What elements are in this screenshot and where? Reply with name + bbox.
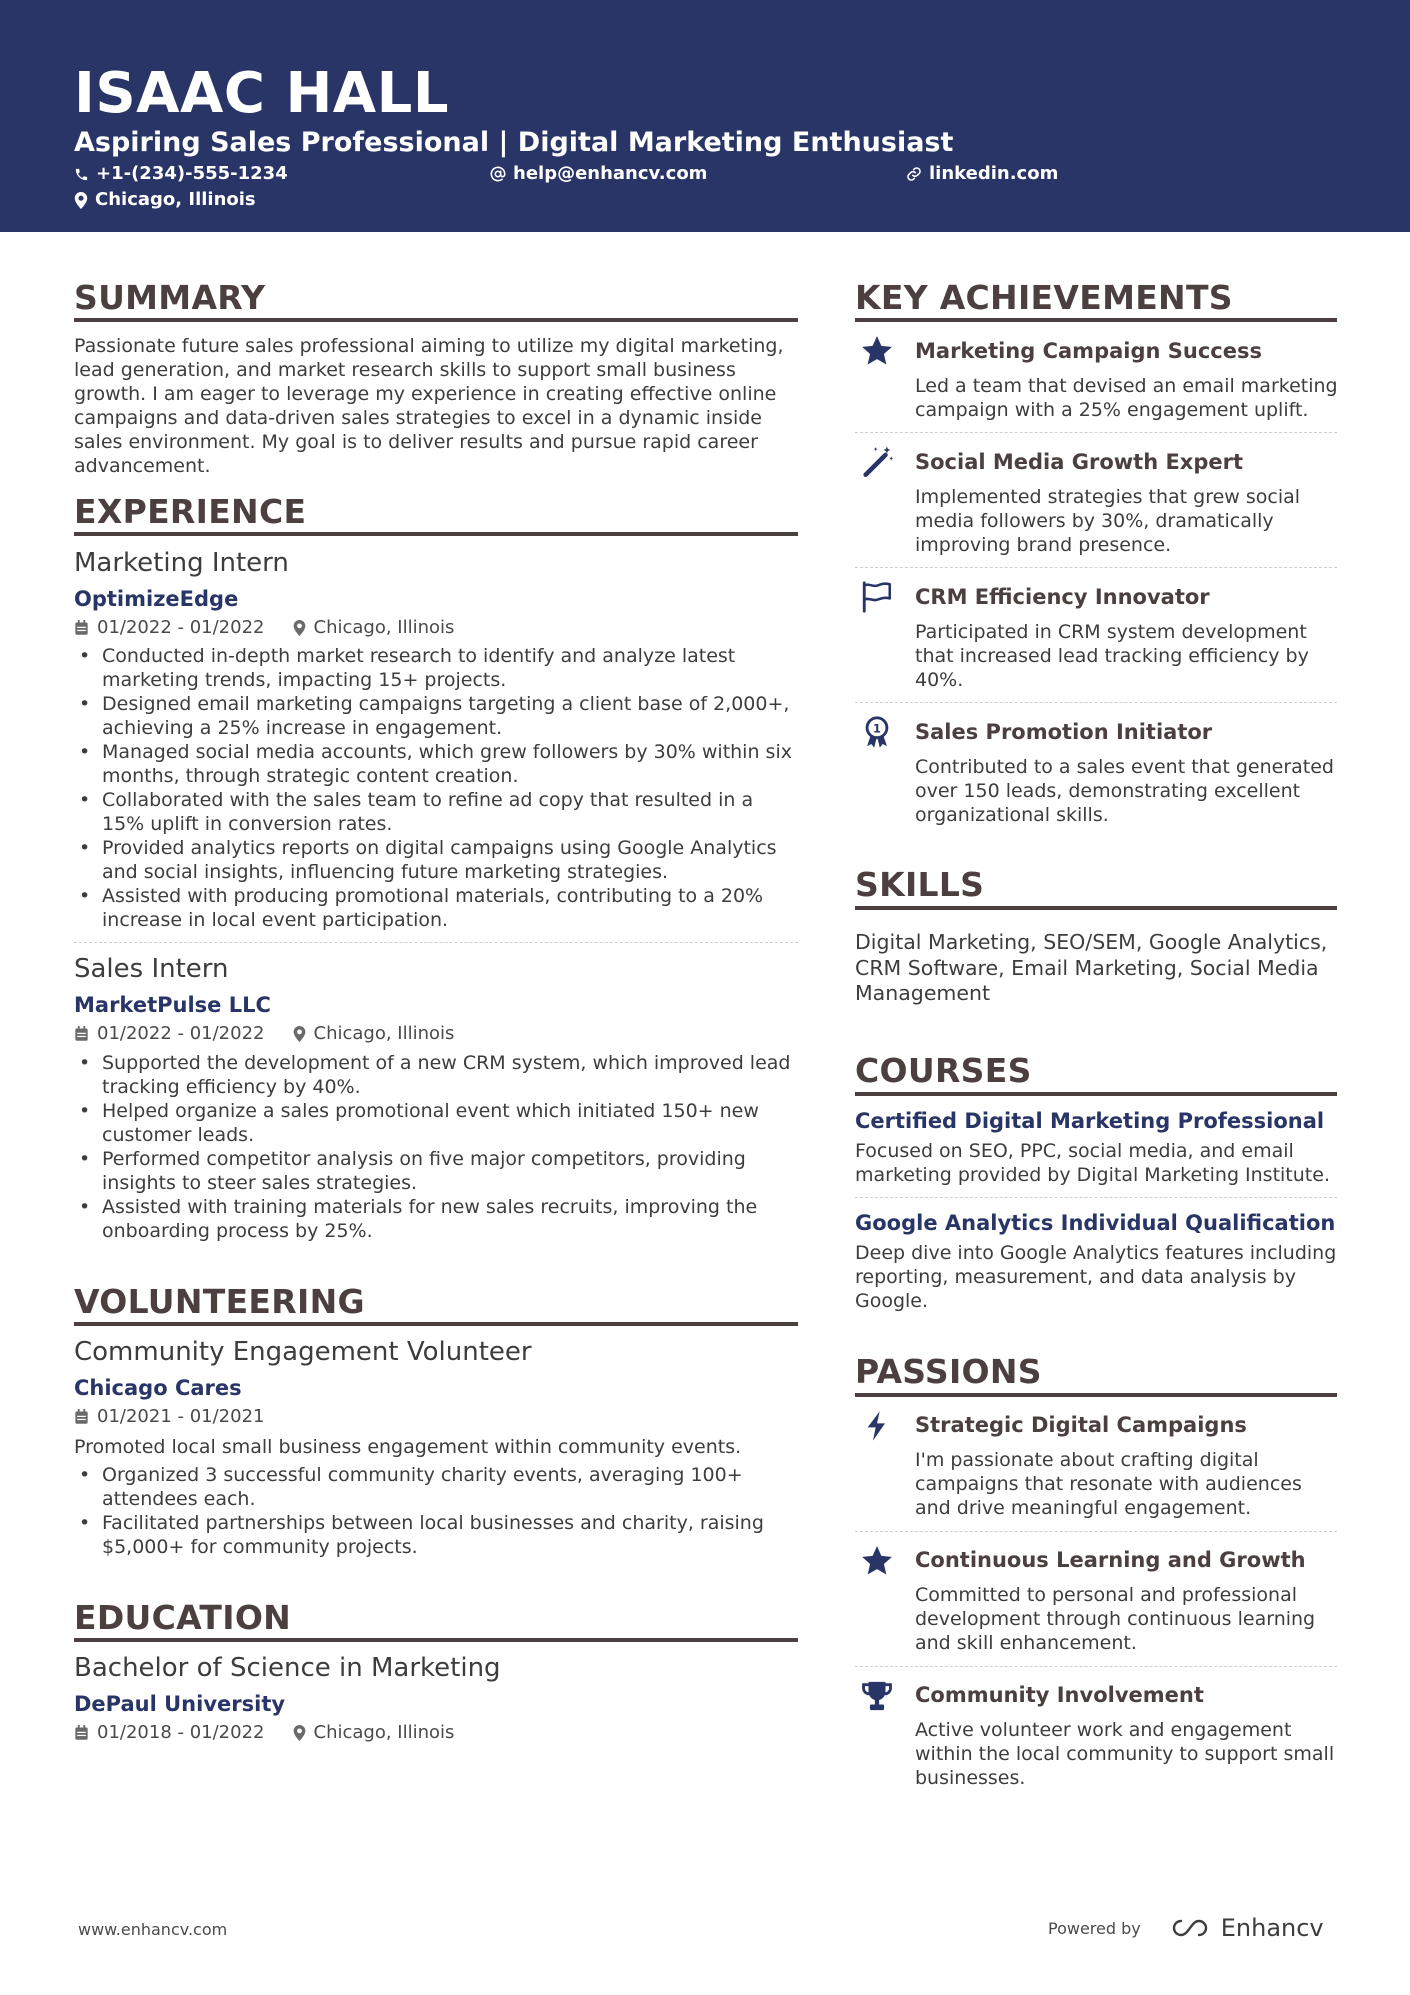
- list-item: • Supported the development of a new CRM system, which improved lead tracking efficiency by 40%.: [74, 1051, 798, 1099]
- item-divider: [855, 567, 1337, 568]
- email-text: help@enhancv.com: [513, 163, 708, 184]
- achievement-title: Sales Promotion Initiator: [915, 720, 1213, 744]
- passion-title: Strategic Digital Campaigns: [915, 1413, 1247, 1437]
- passions-heading: PASSIONS: [855, 1352, 1042, 1391]
- location-text: Chicago, Illinois: [95, 189, 256, 210]
- list-item: • Collaborated with the sales team to refine ad copy that resulted in a 15% uplift in conversion rates.: [74, 788, 798, 836]
- passion-desc: I'm passionate about crafting digital campaigns that resonate with audiences and drive meaningful engagement.: [915, 1449, 1302, 1519]
- location-pin-icon: [293, 620, 306, 636]
- item-divider: [74, 942, 798, 943]
- list-item: • Assisted with training materials for new sales recruits, improving the onboarding process by 25%.: [74, 1195, 798, 1243]
- link-icon: [906, 166, 922, 182]
- achievement-title: Marketing Campaign Success: [915, 339, 1262, 363]
- experience-role: Sales Intern: [74, 954, 229, 984]
- contact-location: [74, 188, 256, 212]
- achievement-desc: Participated in CRM system development that increased lead tracking efficiency by 40%.: [915, 621, 1309, 691]
- summary-heading: SUMMARY: [74, 278, 266, 317]
- experience-bullets: [74, 1051, 798, 1243]
- achievement-desc: Contributed to a sales event that generated over 150 leads, demonstrating excellent organizational skills.: [915, 756, 1334, 826]
- item-divider: [855, 1666, 1337, 1667]
- achievements-heading: KEY ACHIEVEMENTS: [855, 278, 1233, 317]
- achievement-desc: Implemented strategies that grew social media followers by 30%, dramatically improving brand presence.: [915, 486, 1301, 556]
- experience-meta: [74, 1023, 482, 1045]
- achievement-title: CRM Efficiency Innovator: [915, 585, 1210, 609]
- experience-company: MarketPulse LLC: [74, 993, 271, 1017]
- passions-divider: [855, 1393, 1337, 1397]
- volunteering-org: Chicago Cares: [74, 1376, 242, 1400]
- trophy-icon: [857, 1676, 897, 1716]
- volunteering-dates: 01/2021 - 01/2021: [97, 1406, 265, 1427]
- brand-name: Enhancv: [1220, 1914, 1324, 1942]
- skills-divider: [855, 906, 1337, 910]
- volunteering-meta: [74, 1406, 293, 1428]
- location-pin-icon: [293, 1026, 306, 1042]
- education-dates: 01/2018 - 01/2022: [97, 1722, 265, 1743]
- item-divider: [855, 432, 1337, 433]
- education-divider: [74, 1638, 798, 1642]
- course-title: Certified Digital Marketing Professional: [855, 1109, 1325, 1133]
- enhancv-logo-icon: [1167, 1916, 1213, 1940]
- at-sign-icon: [490, 166, 506, 182]
- summary-divider: [74, 318, 798, 322]
- item-divider: [855, 1197, 1337, 1198]
- list-item: • Helped organize a sales promotional event which initiated 150+ new customer leads.: [74, 1099, 798, 1147]
- experience-dates: 01/2022 - 01/2022: [97, 1023, 265, 1044]
- experience-bullets: [74, 644, 798, 932]
- volunteering-role: Community Engagement Volunteer: [74, 1337, 532, 1367]
- experience-divider: [74, 532, 798, 536]
- award-ribbon-icon: [857, 712, 897, 752]
- passion-title: Community Involvement: [915, 1683, 1204, 1707]
- experience-location: Chicago, Illinois: [313, 617, 455, 638]
- list-item: • Provided analytics reports on digital campaigns using Google Analytics and social insights, influencing future marketing strategies.: [74, 836, 798, 884]
- phone-text: +1-(234)-555-1234: [96, 163, 288, 184]
- summary-text: Passionate future sales professional aiming to utilize my digital marketing, lead generation, and market research skills to support small business growth. I am eager to leverage my experience in creating effective online campaigns and data-driven sales strategies to excel in a dynamic inside sales environment. My goal is to deliver results and pursue rapid career advancement.: [74, 335, 784, 477]
- courses-divider: [855, 1092, 1337, 1096]
- course-desc: Focused on SEO, PPC, social media, and email marketing provided by Digital Marketing Institute.: [855, 1140, 1330, 1186]
- lightning-bolt-icon: [857, 1406, 897, 1446]
- education-heading: EDUCATION: [74, 1598, 292, 1637]
- list-item: • Conducted in-depth market research to identify and analyze latest marketing trends, impacting 15+ projects.: [74, 644, 798, 692]
- passion-title: Continuous Learning and Growth: [915, 1548, 1306, 1572]
- list-item: • Facilitated partnerships between local businesses and charity, raising $5,000+ for community projects.: [74, 1511, 798, 1559]
- calendar-icon: [74, 1026, 89, 1042]
- candidate-title: Aspiring Sales Professional | Digital Marketing Enthusiast: [74, 127, 954, 158]
- star-icon: [857, 331, 897, 371]
- volunteering-heading: VOLUNTEERING: [74, 1282, 365, 1321]
- education-school: DePaul University: [74, 1692, 286, 1716]
- courses-heading: COURSES: [855, 1051, 1032, 1090]
- svg-text:1: 1: [873, 721, 881, 736]
- experience-company: OptimizeEdge: [74, 587, 239, 611]
- powered-by-label: Powered by: [1048, 1918, 1141, 1938]
- location-pin-icon: [74, 192, 88, 209]
- experience-meta: [74, 617, 482, 639]
- achievement-desc: Led a team that devised an email marketing campaign with a 25% engagement uplift.: [915, 375, 1338, 421]
- contact-linkedin[interactable]: [906, 162, 1058, 186]
- candidate-name: ISAAC HALL: [74, 61, 450, 126]
- passion-desc: Active volunteer work and engagement within the local community to support small businesses.: [915, 1719, 1335, 1789]
- volunteering-description: Promoted local small business engagement within community events.: [74, 1436, 742, 1458]
- education-degree: Bachelor of Science in Marketing: [74, 1653, 501, 1683]
- experience-role: Marketing Intern: [74, 548, 289, 578]
- calendar-icon: [74, 1409, 89, 1425]
- brand-logo: [1167, 1914, 1324, 1942]
- achievements-divider: [855, 318, 1337, 322]
- item-divider: [855, 1531, 1337, 1532]
- footer-branding: [1048, 1914, 1324, 1942]
- list-item: • Managed social media accounts, which grew followers by 30% within six months, through strategic content creation.: [74, 740, 798, 788]
- footer-website[interactable]: www.enhancv.com: [78, 1920, 228, 1939]
- linkedin-text: linkedin.com: [929, 163, 1059, 184]
- education-location: Chicago, Illinois: [313, 1722, 455, 1743]
- contact-email[interactable]: [490, 162, 707, 186]
- magic-wand-icon: [857, 442, 897, 482]
- phone-icon: [74, 167, 89, 182]
- experience-heading: EXPERIENCE: [74, 492, 307, 531]
- list-item: • Designed email marketing campaigns targeting a client base of 2,000+, achieving a 25% increase in engagement.: [74, 692, 798, 740]
- list-item: • Performed competitor analysis on five major competitors, providing insights to steer sales strategies.: [74, 1147, 798, 1195]
- resume-header: [0, 0, 1410, 232]
- experience-location: Chicago, Illinois: [313, 1023, 455, 1044]
- contact-phone[interactable]: [74, 162, 288, 186]
- star-icon: [857, 1541, 897, 1581]
- course-title: Google Analytics Individual Qualification: [855, 1211, 1336, 1235]
- location-pin-icon: [293, 1725, 306, 1741]
- item-divider: [855, 702, 1337, 703]
- volunteering-divider: [74, 1322, 798, 1326]
- achievement-title: Social Media Growth Expert: [915, 450, 1244, 474]
- list-item: • Assisted with producing promotional materials, contributing to a 20% increase in local event participation.: [74, 884, 798, 932]
- volunteering-bullets: [74, 1463, 798, 1559]
- calendar-icon: [74, 1725, 89, 1741]
- flag-icon: [857, 577, 897, 617]
- passion-desc: Committed to personal and professional development through continuous learning and skill enhancement.: [915, 1584, 1316, 1654]
- skills-heading: SKILLS: [855, 865, 985, 904]
- list-item: • Organized 3 successful community charity events, averaging 100+ attendees each.: [74, 1463, 798, 1511]
- skills-text: Digital Marketing, SEO/SEM, Google Analytics, CRM Software, Email Marketing, Social Media Management: [855, 930, 1328, 1005]
- education-meta: [74, 1722, 482, 1744]
- course-desc: Deep dive into Google Analytics features including reporting, measurement, and data analysis by Google.: [855, 1242, 1337, 1312]
- calendar-icon: [74, 620, 89, 636]
- experience-dates: 01/2022 - 01/2022: [97, 617, 265, 638]
